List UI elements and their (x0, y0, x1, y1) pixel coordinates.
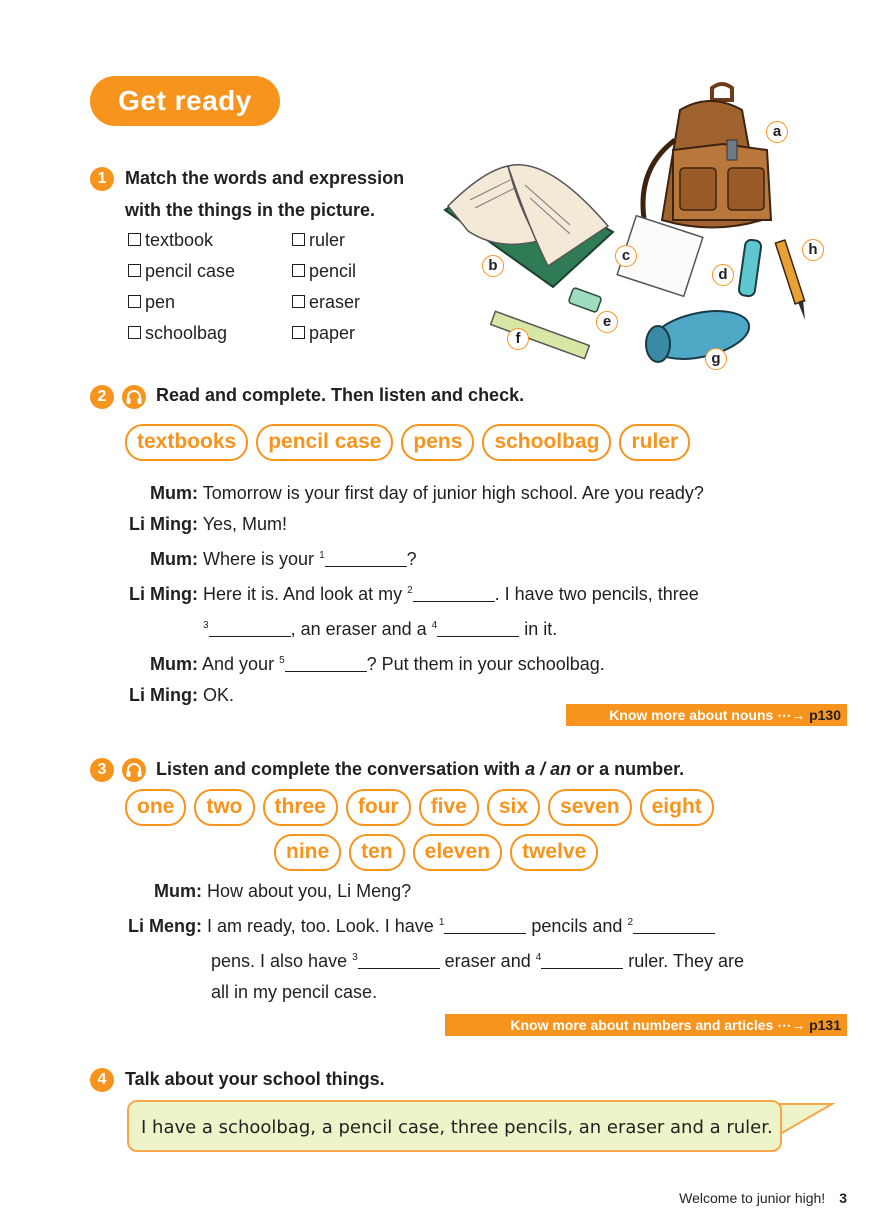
exercise-1-number: 1 (90, 167, 114, 191)
word-chip: six (487, 789, 540, 826)
pen-drawing (738, 239, 762, 297)
exercise-1-instruction-line2: with the things in the picture. (125, 200, 375, 220)
blank-field[interactable] (325, 550, 407, 567)
know-more-nouns-link[interactable]: Know more about nouns ⋯→ p130 (566, 704, 847, 726)
checkbox-icon (292, 233, 305, 246)
word-chip: one (125, 789, 186, 826)
headphones-icon[interactable] (122, 758, 146, 782)
dialogue-line: $^3$ , an eraser and a $^4$ in it. (203, 619, 558, 639)
dialogue-line: Mum: Where is your $^1$ ? (150, 549, 417, 569)
arrow-icon: ⋯→ (777, 707, 806, 723)
picture-label-b: b (482, 255, 504, 277)
option-ruler[interactable]: ruler (292, 230, 345, 251)
textbook-drawing (445, 165, 613, 287)
eraser-drawing (568, 287, 602, 312)
exercise-3-number: 3 (90, 758, 114, 782)
option-textbook[interactable]: textbook (128, 230, 213, 251)
exercise-3-word-box-row1 (125, 789, 714, 826)
exercise-4-instruction: Talk about your school things. (125, 1069, 385, 1089)
dialogue-line: Li Ming: OK. (129, 685, 235, 705)
dialogue-line: Mum: How about you, Li Meng? (154, 881, 412, 901)
checkbox-icon (292, 326, 305, 339)
word-chip: eleven (413, 834, 502, 871)
word-chip: ruler (619, 424, 690, 461)
exercise-2-word-box (125, 424, 690, 461)
blank-field[interactable] (444, 917, 526, 934)
dialogue-line: Mum: Tomorrow is your first day of junior high school. Are you ready? (150, 483, 704, 503)
checkbox-icon (128, 295, 141, 308)
picture-label-c: c (615, 245, 637, 267)
know-more-numbers-link[interactable]: Know more about numbers and articles ⋯→ p131 (445, 1014, 847, 1036)
word-chip: schoolbag (482, 424, 611, 461)
exercise-4-number: 4 (90, 1068, 114, 1092)
footer-text: Welcome to junior high! (679, 1190, 826, 1206)
exercise-2-number: 2 (90, 385, 114, 409)
exercise-3-word-box-row2 (274, 834, 598, 871)
word-chip: eight (640, 789, 714, 826)
exercise-2-dialogue (118, 478, 818, 711)
picture-label-a: a (766, 121, 788, 143)
word-chip: pens (401, 424, 474, 461)
word-chip: textbooks (125, 424, 248, 461)
blank-field[interactable] (633, 917, 715, 934)
arrow-icon: ⋯→ (777, 1017, 806, 1033)
speech-bubble: I have a schoolbag, a pencil case, three pencils, an eraser and a ruler. (127, 1100, 782, 1152)
dialogue-line: Mum: And your $^5$ ? Put them in your schoolbag. (150, 654, 605, 674)
checkbox-icon (292, 295, 305, 308)
option-eraser[interactable]: eraser (292, 292, 360, 313)
blank-field[interactable] (209, 620, 291, 637)
option-pen[interactable]: pen (128, 292, 175, 313)
picture-label-f: f (507, 328, 529, 350)
word-chip: two (194, 789, 254, 826)
checkbox-icon (292, 264, 305, 277)
dialogue-line: Li Ming: Yes, Mum! (129, 514, 288, 534)
picture-label-g: g (705, 348, 727, 370)
exercise-3-dialogue (126, 876, 826, 1008)
picture-label-d: d (712, 264, 734, 286)
dialogue-line: pens. I also have $^3$ eraser and $^4$ ruler. They are (211, 951, 745, 971)
section-title: Get ready (90, 76, 280, 126)
schoolbag-drawing (643, 84, 771, 228)
checkbox-icon (128, 233, 141, 246)
checkbox-icon (128, 264, 141, 277)
page-number: 3 (839, 1190, 847, 1206)
exercise-3-instruction: Listen and complete the conversation with a / an or a number. (156, 759, 685, 779)
pencil-drawing (775, 240, 805, 320)
word-chip: four (346, 789, 411, 826)
dialogue-line: Li Ming: Here it is. And look at my $^2$ . I have two pencils, three (129, 584, 699, 604)
ruler-drawing (491, 311, 590, 358)
headphones-icon[interactable] (122, 385, 146, 409)
word-chip: three (263, 789, 338, 826)
exercise-2-instruction: Read and complete. Then listen and check. (156, 385, 525, 405)
option-pencil-case[interactable]: pencil case (128, 261, 235, 282)
word-chip: twelve (510, 834, 598, 871)
option-paper[interactable]: paper (292, 323, 355, 344)
page-footer (679, 1190, 847, 1206)
word-chip: seven (548, 789, 632, 826)
pencil-case-drawing (646, 303, 753, 367)
word-chip: ten (349, 834, 405, 871)
dialogue-line: all in my pencil case. (211, 982, 378, 1002)
blank-field[interactable] (541, 952, 623, 969)
checkbox-icon (128, 326, 141, 339)
word-chip: five (419, 789, 479, 826)
dialogue-line: Li Meng: I am ready, too. Look. I have $^1$ pencils and $^2$ (126, 907, 826, 942)
picture-label-e: e (596, 311, 618, 333)
option-schoolbag[interactable]: schoolbag (128, 323, 227, 344)
word-chip: pencil case (256, 424, 393, 461)
blank-field[interactable] (358, 952, 440, 969)
word-chip: nine (274, 834, 341, 871)
blank-field[interactable] (437, 620, 519, 637)
option-pencil[interactable]: pencil (292, 261, 356, 282)
blank-field[interactable] (285, 655, 367, 672)
picture-label-h: h (802, 239, 824, 261)
blank-field[interactable] (413, 585, 495, 602)
exercise-1-instruction-line1: Match the words and expression (125, 168, 405, 188)
